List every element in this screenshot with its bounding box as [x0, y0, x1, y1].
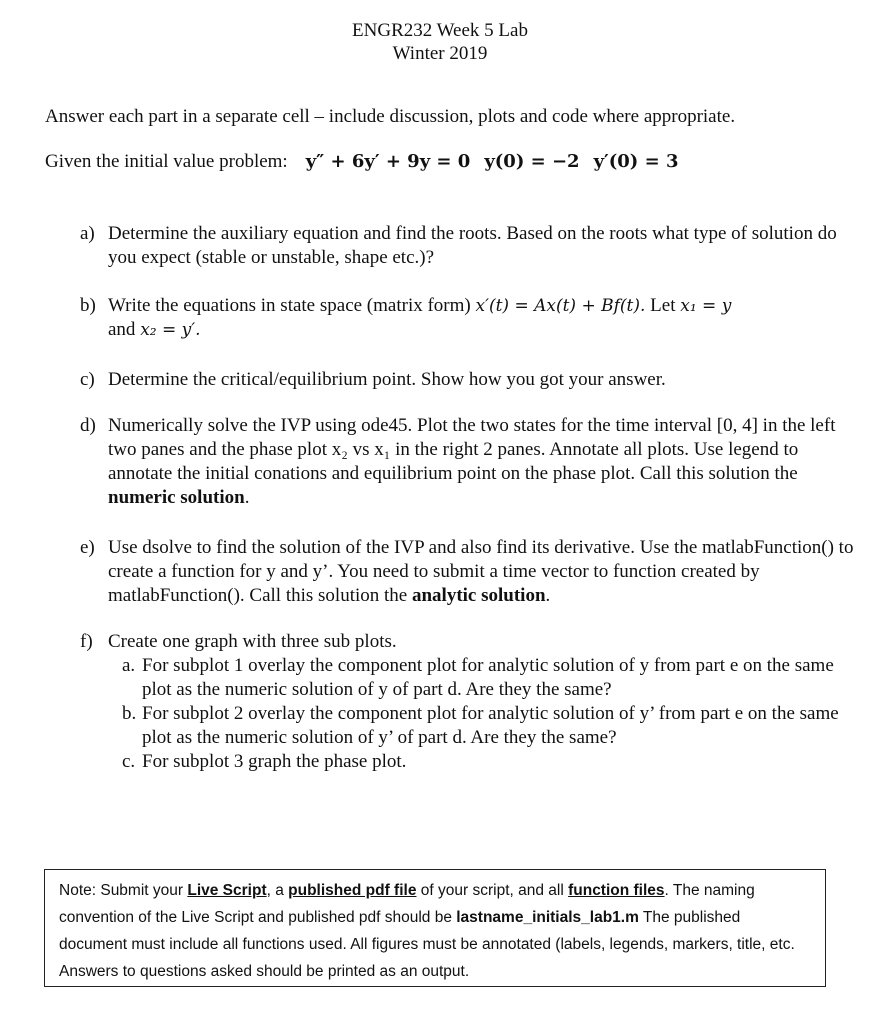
initial-condition-yprime: y′(0) = 3: [593, 151, 679, 172]
part-b: [80, 294, 860, 342]
part-f-subparts: [80, 654, 860, 774]
subpart-a-label: a.: [122, 655, 136, 676]
part-d-text: [108, 414, 860, 510]
initial-condition-y: y(0) = −2: [484, 151, 580, 172]
subpart-a: [80, 654, 860, 702]
state-space-equation: x′(t) = Ax(t) + Bf(t).: [475, 296, 646, 316]
part-b-text-1: Write the equations in state space (matrix form): [108, 295, 476, 316]
part-e-body: Use dsolve to find the solution of the IVP and also find its derivative. Use the matlabFunction() to create a function for y and y’. You need to submit a time vector to function created by matlabFunction(). Call this solution the: [108, 537, 854, 606]
part-f: [80, 630, 860, 774]
part-a: [80, 222, 860, 270]
x1-definition: x₁ = y: [680, 296, 732, 316]
subpart-b-text: For subplot 2 overlay the component plot for analytic solution of y’ from part e on the same plot as the numeric solution of y’ of part d. Are they the same?: [142, 703, 839, 748]
part-b-text-2: Let: [645, 295, 681, 316]
part-b-label: b): [80, 295, 96, 316]
instructions: Answer each part in a separate cell – include discussion, plots and code where appropriate.: [45, 106, 736, 127]
note-prefix: Note: Submit your: [59, 882, 188, 899]
live-script-term: Live Script: [187, 882, 267, 899]
lab-term: Winter 2019: [392, 43, 488, 64]
ivp-label: Given the initial value problem:: [45, 151, 288, 172]
part-a-text: Determine the auxiliary equation and find the roots. Based on the roots what type of solution do you expect (stable or unstable, shape etc.)?: [108, 223, 837, 268]
ivp-statement: [45, 151, 678, 173]
ode-equation: y″ + 6y′ + 9y = 0: [305, 151, 471, 172]
subpart-b-label: b.: [122, 703, 137, 724]
subpart-a-text: For subplot 1 overlay the component plot for analytic solution of y from part e on the same plot as the numeric solution of y of part d. Are they the same?: [142, 655, 834, 700]
part-e-end: .: [545, 585, 551, 606]
note-sep-1: , a: [266, 882, 289, 899]
part-e-text: [108, 536, 860, 608]
x2-definition: x₂ = y′.: [140, 320, 201, 340]
part-c-label: c): [80, 369, 95, 390]
lab-title: ENGR232 Week 5 Lab: [352, 20, 528, 41]
subpart-c-label: c.: [122, 751, 136, 772]
part-e: [80, 536, 860, 608]
part-e-label: e): [80, 537, 95, 558]
part-f-label: f): [80, 631, 93, 652]
naming-convention-filename: lastname_initials_lab1.m: [456, 909, 639, 926]
part-d-end: .: [244, 487, 250, 508]
note-rest: The published document must include all functions used. All figures must be annotated (labels, legends, markers, title, etc. Answers to questions asked should be printed as an output.: [59, 909, 795, 980]
part-d-body: Numerically solve the IVP using ode45. Plot the two states for the time interval [0, 4] in the left two panes and the phase plot x₂ vs x₁ in the right 2 panes. Annotate all plots. Use legend to annotate the initial conations and equilibrium point on the phase plot. Call this solution the: [108, 415, 836, 484]
analytic-solution-term: analytic solution: [411, 585, 546, 606]
part-b-text-3: and: [108, 319, 141, 340]
subpart-b: [80, 702, 860, 750]
published-pdf-term: published pdf file: [288, 882, 417, 899]
subpart-c: [80, 750, 860, 774]
numeric-solution-term: numeric solution: [108, 487, 245, 508]
part-d-label: d): [80, 415, 96, 436]
subpart-c-text: For subplot 3 graph the phase plot.: [142, 751, 407, 772]
note-sep-3: . The naming convention of the Live Script and published pdf should be: [59, 882, 755, 926]
submission-note: [44, 869, 826, 987]
part-d: [80, 414, 860, 510]
part-f-text: Create one graph with three sub plots.: [108, 631, 397, 652]
part-b-text: [108, 294, 860, 342]
function-files-term: function files: [568, 882, 665, 899]
part-c-text: Determine the critical/equilibrium point. Show how you got your answer.: [108, 369, 666, 390]
note-sep-2: of your script, and all: [416, 882, 569, 899]
part-c: [80, 368, 860, 392]
part-a-label: a): [80, 223, 95, 244]
